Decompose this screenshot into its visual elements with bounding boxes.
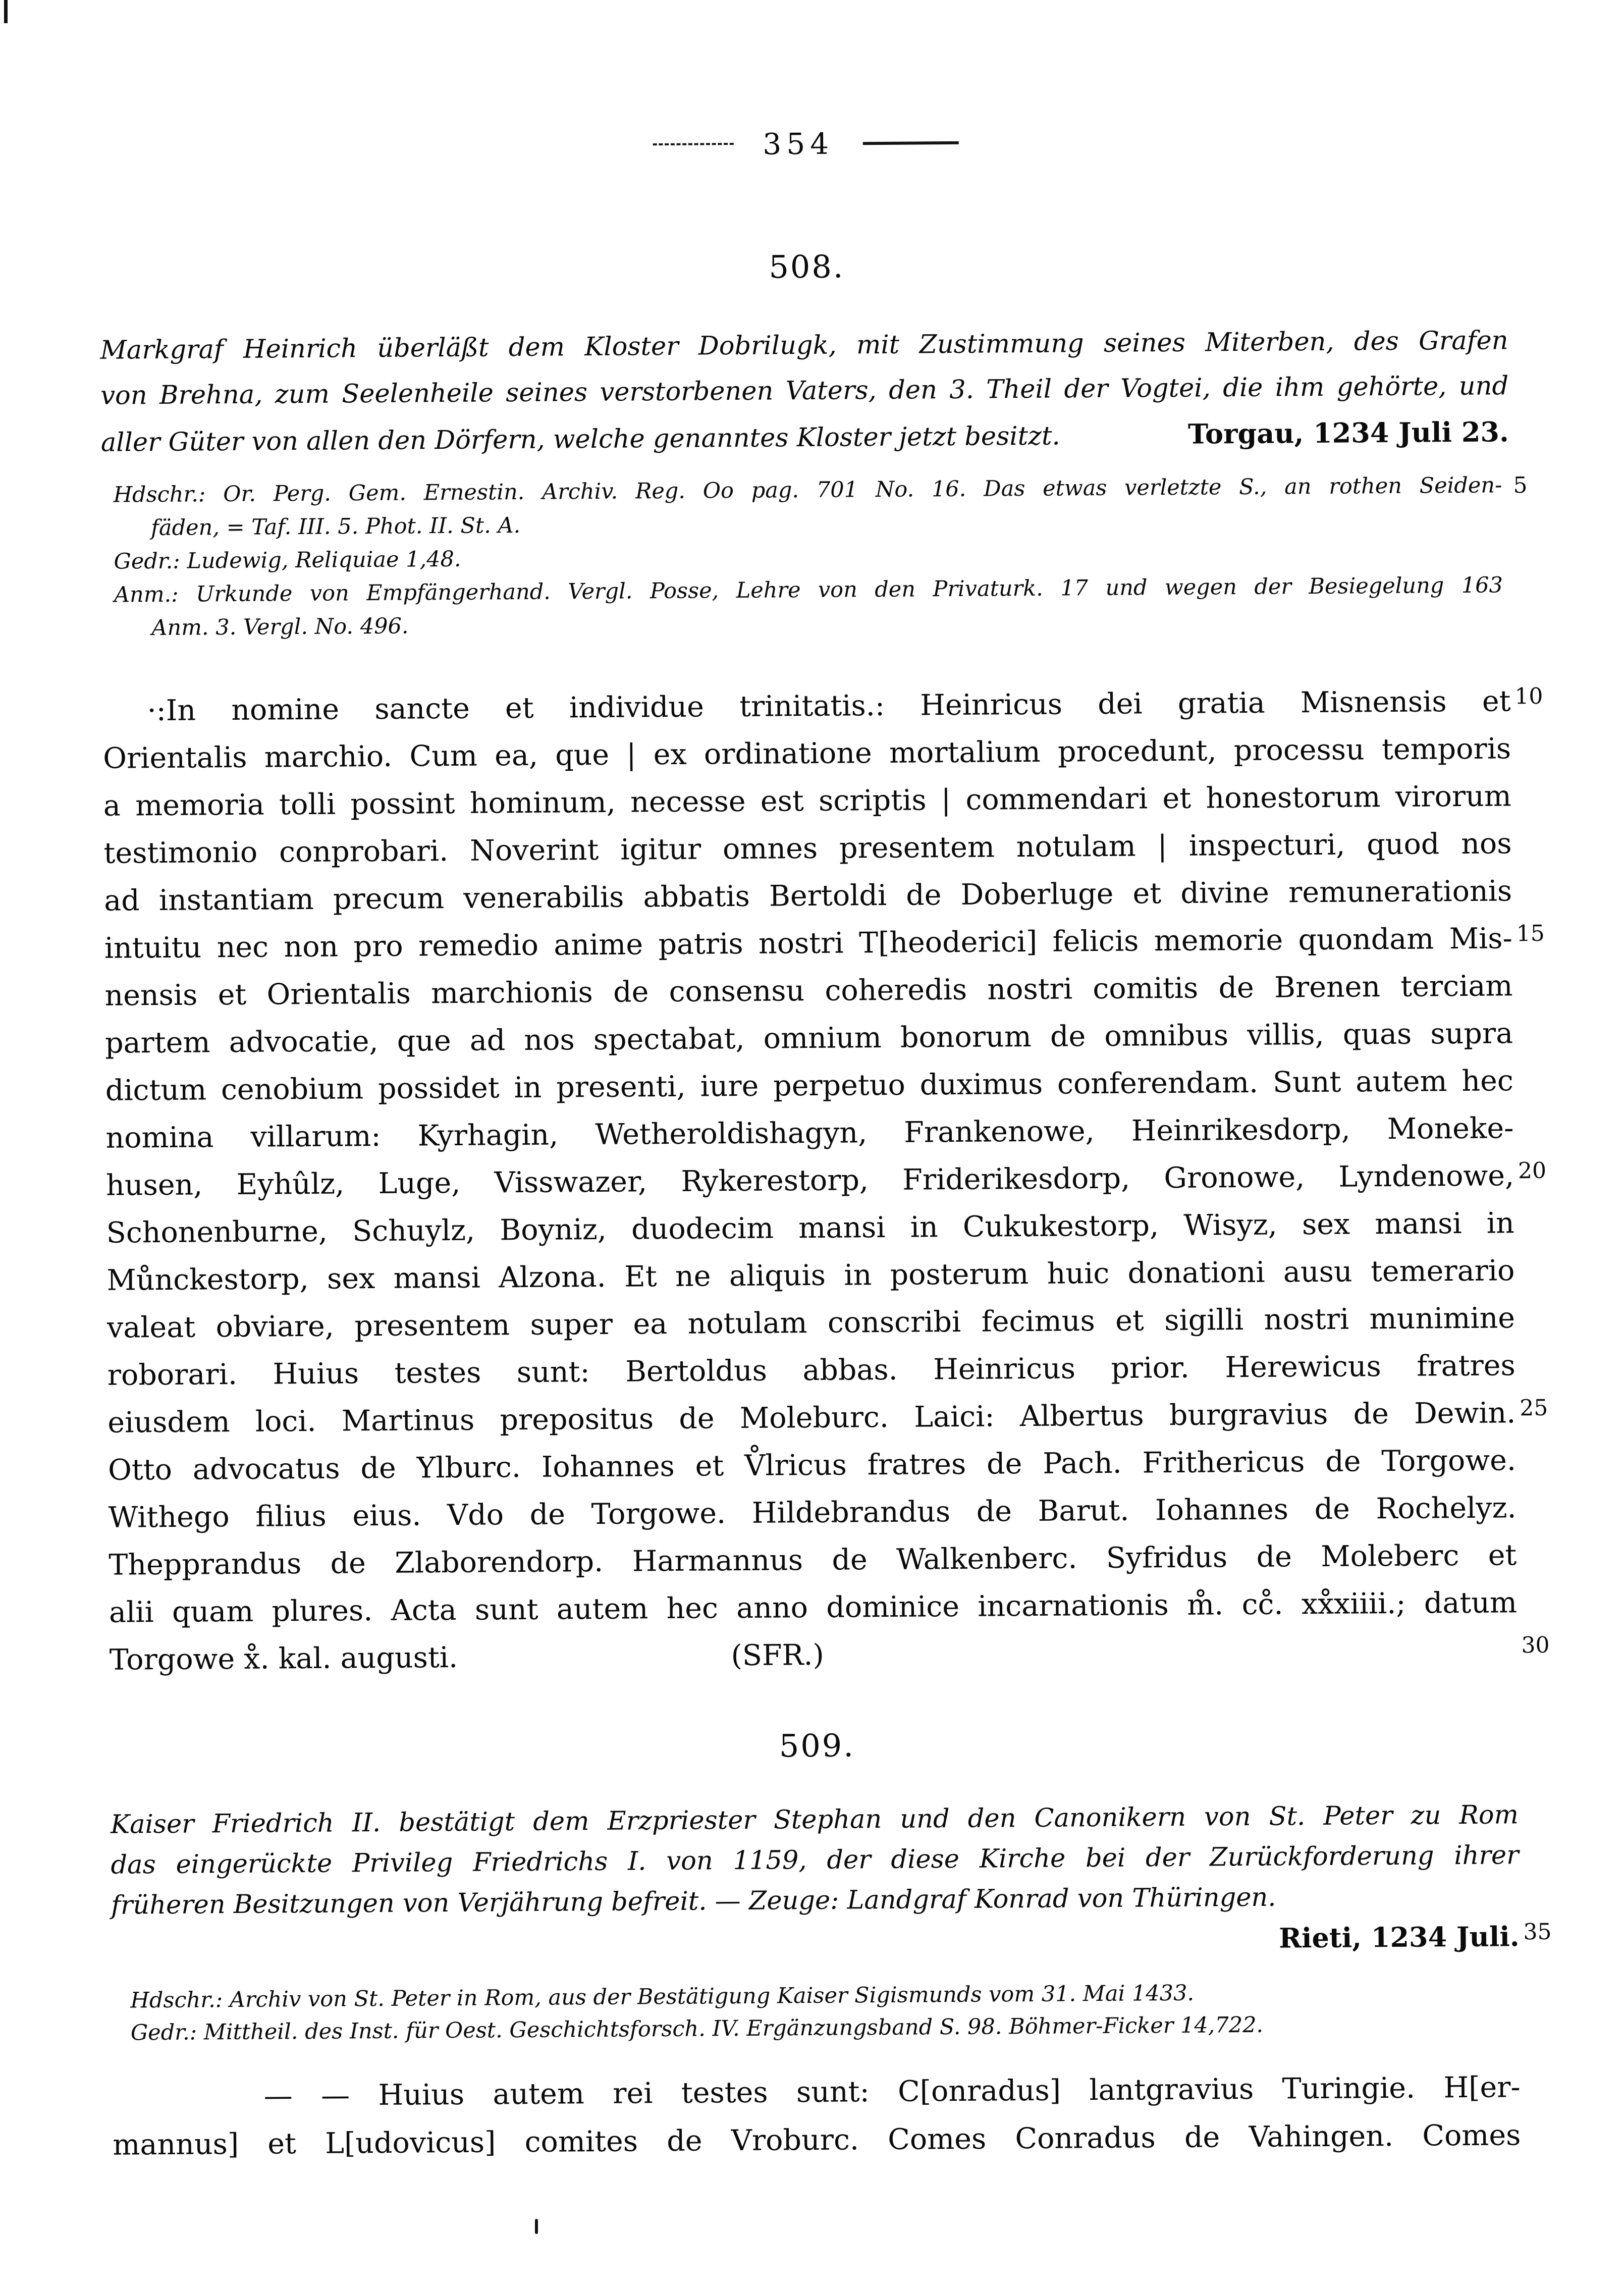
text-line: husen, Eyhûlz, Luge, Visswazer, Rykerestorp, Friderikesdorp, Gronowe, Lyndenowe, [105, 1159, 1514, 1202]
text-line: partem advocatie, que ad nos spectabat, omnium bonorum de omnibus villis, quas supra [104, 1017, 1513, 1060]
text-line [109, 1626, 1518, 1683]
page-header [0, 121, 1618, 167]
entry-509-heading: 509. [779, 1727, 855, 1765]
note-line: Anm.: Urkunde von Empfängerhand. Vergl. Posse, Lehre von den Privaturk. 17 und wegen der Besiegelung 163 [114, 572, 1503, 608]
note-line: Gedr.: Mittheil. des Inst. für Oest. Geschichtsforsch. IV. Ergänzungsband S. 98. Böhmer-Ficker 14,722. [130, 2012, 1264, 2046]
note-line: Hdschr.: Or. Perg. Gem. Ernestin. Archiv. Reg. Oo pag. 701 No. 16. Das etwas verletzte S., an rothen Seiden- [113, 472, 1502, 508]
text-line: eiusdem loci. Martinus prepositus de Moleburc. Laici: Albertus burgravius de Dewin. [107, 1396, 1516, 1440]
text-line: Otto advocatus de Ylburc. Iohannes et V̊lricus fratres de Pach. Frithericus de Torgowe. [107, 1444, 1517, 1487]
summary-line: Markgraf Heinrich überläßt dem Kloster Dobrilugk, mit Zustimmung seines Miterben, des Grafen [100, 326, 1508, 365]
entry-508-summary [100, 318, 1509, 465]
margin-line-number: 20 [1518, 1157, 1547, 1184]
page-number: 354 [763, 126, 834, 162]
entry-509-source-notes [130, 1975, 1520, 2049]
note-line: Anm. 3. Vergl. No. 496. [151, 613, 409, 641]
text-line: ·:In nomine sancte et individue trinitatis.: Heinricus dei gratia Misnensis et [147, 684, 1511, 728]
text-line: Thepprandus de Zlaborendorp. Harmannus de Walkenberc. Syfridus de Moleberc et [109, 1538, 1517, 1582]
text-line: testimonio conprobari. Noverint igitur omnes presentem notulam | inspecturi, quod nos [103, 827, 1512, 870]
text-line: alii quam plures. Acta sunt autem hec anno dominice incarnationis m̊. cc̊. xx̊xiiii.; datum [109, 1586, 1518, 1629]
note-line: fäden, = Taf. III. 5. Phot. II. St. A. [150, 513, 521, 541]
margin-line-number: 5 [1513, 472, 1528, 499]
text-line: ad instantiam precum venerabilis abbatis Bertoldi de Doberluge et divine remunerationis [103, 874, 1512, 918]
text-line: Withego filius eius. Vdo de Torgowe. Hildebrandus de Barut. Iohannes de Rochelyz. [108, 1491, 1517, 1534]
text-line: Orientalis marchio. Cum ea, que | ex ordinatione mortalium procedunt, processu temporis [103, 732, 1511, 775]
summary-line-text: aller Güter von allen den Dörfern, welche genanntes Kloster jetzt besitzt. [100, 421, 1060, 458]
note-line: Gedr.: Ludewig, Reliquiae 1,48. [114, 546, 461, 574]
text-line: valeat obviare, presentem super ea notulam conscribi fecimus et sigilli nostri munimine [106, 1301, 1515, 1345]
margin-line-number: 15 [1516, 920, 1545, 947]
text-line: a memoria tolli possint hominum, necesse est scriptis | commendari et honestorum virorum [103, 779, 1512, 823]
summary-line: das eingerückte Privileg Friedrichs I. von 1159, der diese Kirche bei der Zurückforderung ihrer [111, 1840, 1519, 1880]
text-line: Schonenburne, Schuylz, Boyniz, duodecim mansi in Cukukestorp, Wisyz, sex mansi in [106, 1206, 1514, 1250]
scan-artifact [535, 2219, 538, 2234]
scan-artifact [4, 0, 8, 23]
text-line: dictum cenobium possidet in presenti, iure perpetuo duximus conferendam. Sunt autem hec [105, 1064, 1513, 1107]
text-line: roborari. Huius testes sunt: Bertoldus abbas. Heinricus prior. Herewicus fratres [107, 1349, 1515, 1392]
entry-509-text [112, 2063, 1521, 2169]
text-line: nensis et Orientalis marchionis de consensu coheredis nostri comitis de Brenen terciam [104, 969, 1513, 1013]
summary-line: Kaiser Friedrich II. bestätigt dem Erzpriester Stephan und den Canonikern von St. Peter zu Rom [110, 1800, 1519, 1840]
entry-508-date: Torgau, 1234 Juli 23. [1187, 415, 1509, 450]
margin-line-number: 25 [1520, 1395, 1548, 1421]
text-line: Můnckestorp, sex mansi Alzona. Et ne aliquis in posterum huic donationi ausu temerario [106, 1254, 1515, 1297]
margin-line-number: 35 [1523, 1919, 1552, 1945]
summary-line [101, 409, 1509, 465]
note-line: Hdschr.: Archiv von St. Peter in Rom, aus der Bestätigung Kaiser Sigismunds vom 31. Mai 1433. [130, 1980, 1195, 2013]
seal-abbreviation: (SFR.) [731, 1638, 825, 1673]
text-line: — — Huius autem rei testes sunt: C[onradus] lantgravius Turingie. H[er- [263, 2070, 1521, 2113]
header-rule-left [653, 143, 733, 145]
dating-clause: Torgowe x̊. kal. augusti. [109, 1640, 458, 1677]
text-line: mannus] et L[udovicus] comites de Vroburc. Comes Conradus de Vahingen. Comes [113, 2118, 1521, 2162]
entry-508-text [102, 677, 1518, 1683]
entry-509-date: Rieti, 1234 Juli. [1278, 1920, 1520, 1954]
margin-line-number: 30 [1521, 1632, 1550, 1659]
entry-509-summary [111, 1795, 1520, 1968]
margin-line-number: 10 [1514, 683, 1543, 710]
summary-line: früheren Besitzungen von Verjährung befreit. — Zeuge: Landgraf Konrad von Thüringen. [111, 1882, 1276, 1921]
entry-508-source-notes [113, 468, 1503, 645]
text-line: nomina villarum: Kyrhagin, Wetheroldishagyn, Frankenowe, Heinrikesdorp, Moneke- [105, 1111, 1514, 1155]
header-rule-right [863, 141, 959, 145]
text-line: intuitu nec non pro remedio anime patris nostri T[heoderici] felicis memorie quondam Mis- [104, 922, 1513, 965]
entry-508-heading: 508. [769, 248, 845, 286]
summary-line: von Brehna, zum Seelenheile seines verstorbenen Vaters, den 3. Theil der Vogtei, die ihm gehörte, und [100, 371, 1509, 411]
